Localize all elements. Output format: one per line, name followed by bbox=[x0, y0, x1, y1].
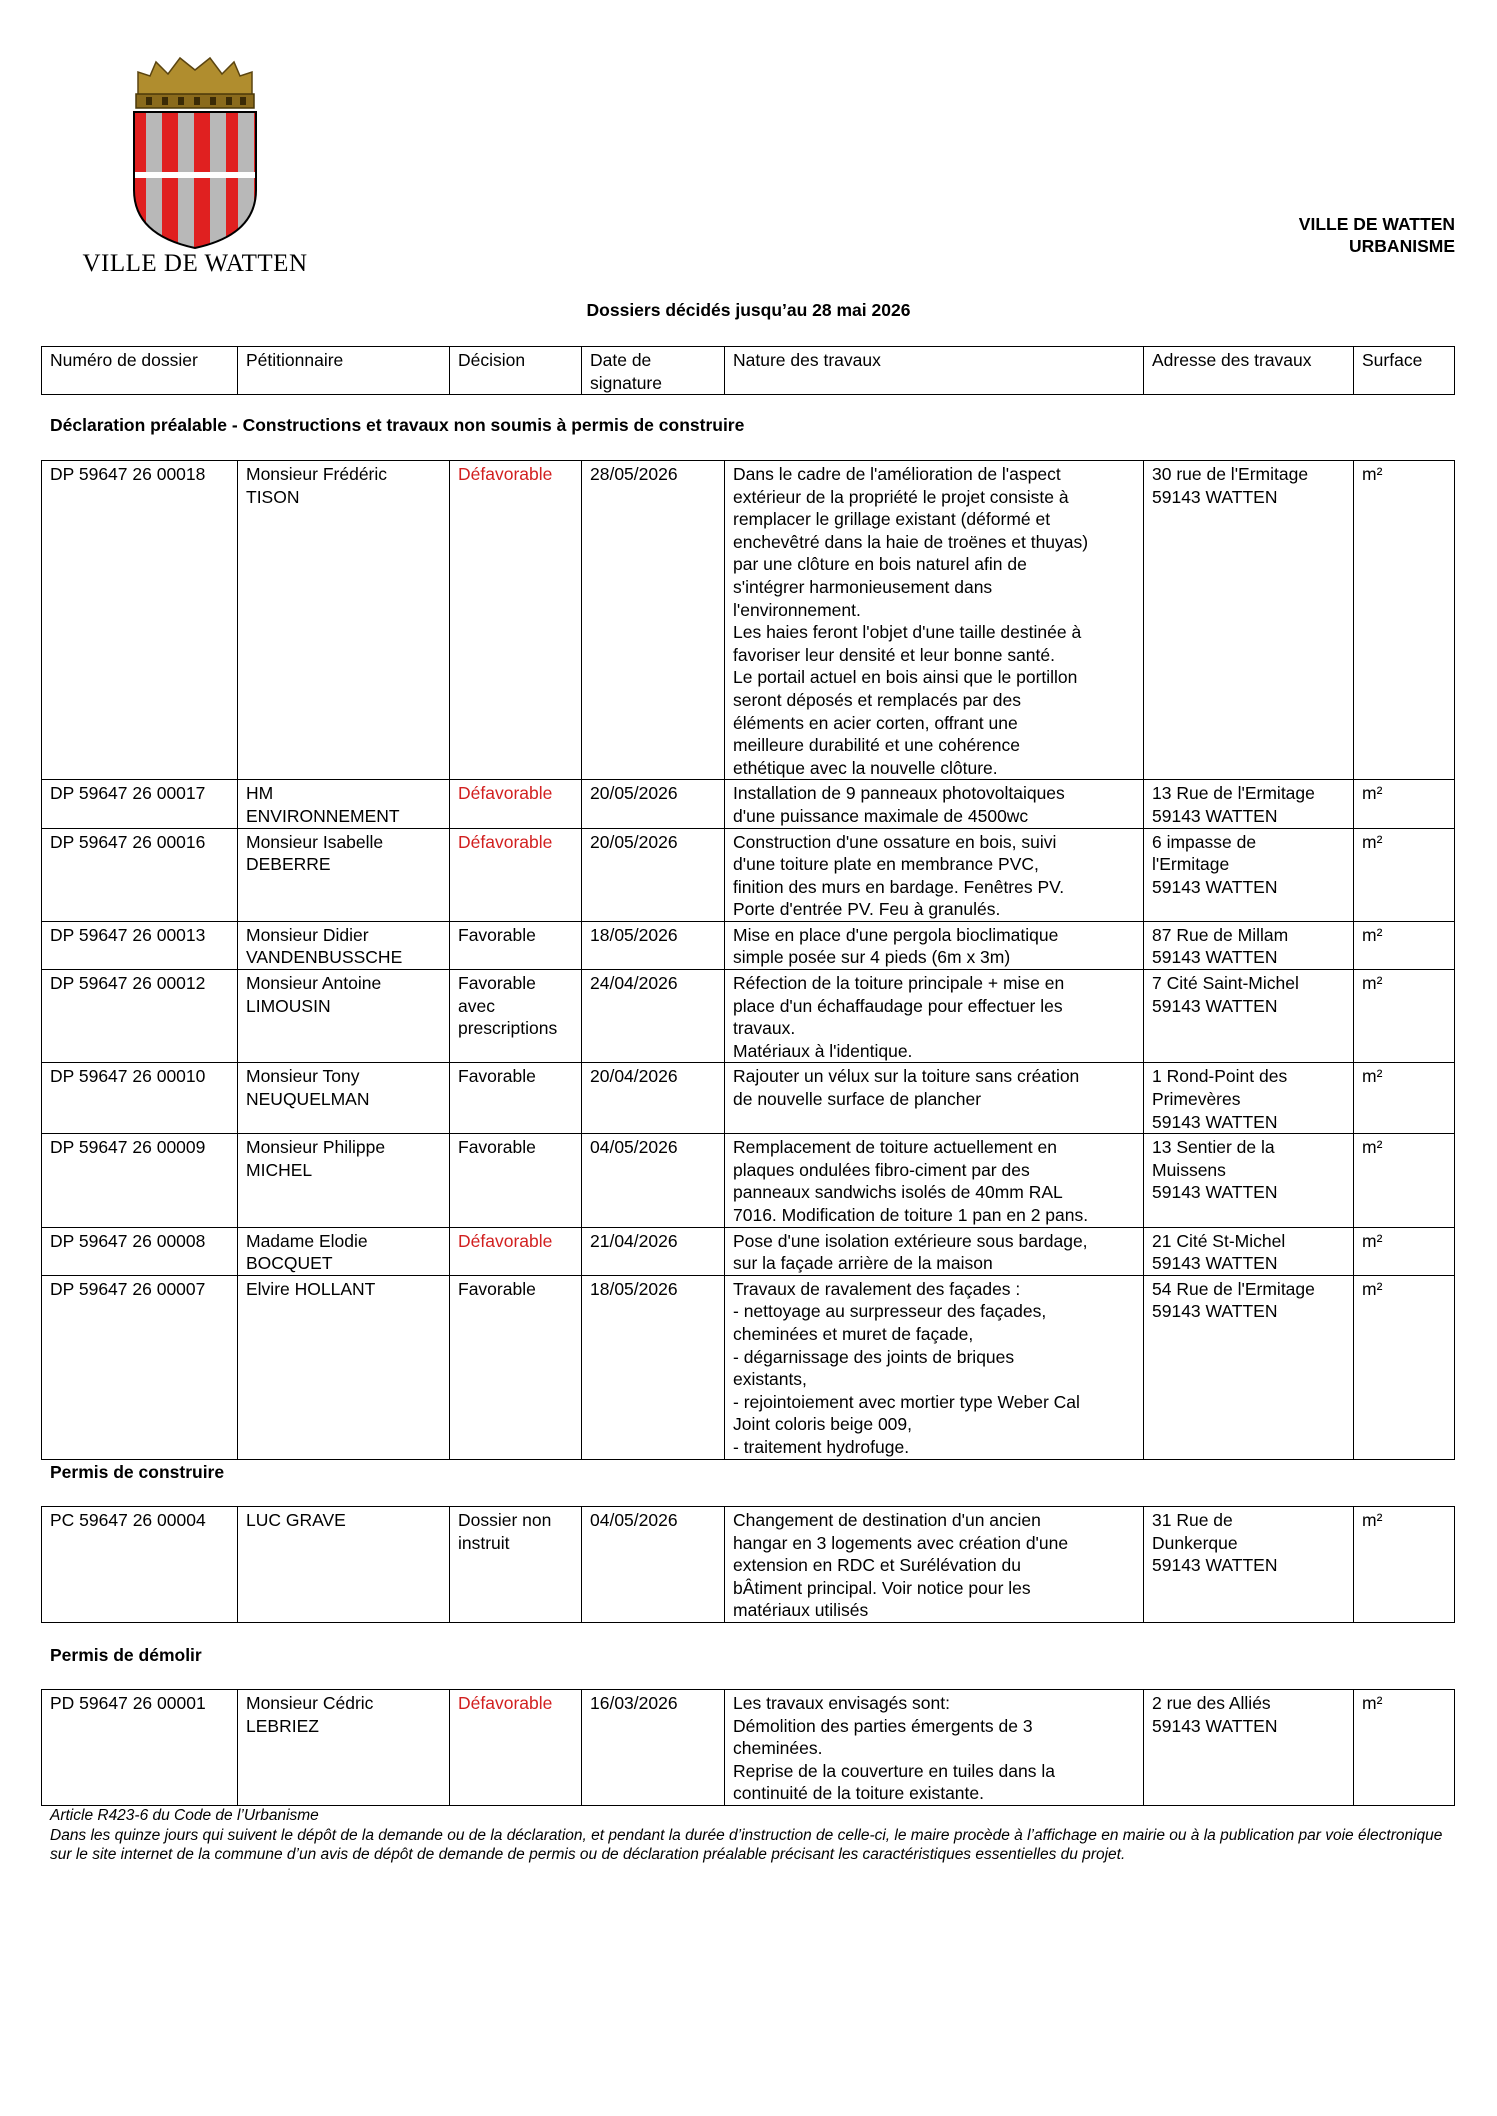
works-address-cell: 2 rue des Alliés 59143 WATTEN bbox=[1144, 1690, 1354, 1806]
surface-cell: m² bbox=[1354, 1275, 1455, 1459]
petitioner-cell: Monsieur Isabelle DEBERRE bbox=[238, 828, 450, 921]
signature-date-cell: 20/04/2026 bbox=[582, 1063, 725, 1134]
dossier-number-cell: PD 59647 26 00001 bbox=[42, 1690, 238, 1806]
decision-cell: Défavorable bbox=[450, 461, 582, 780]
signature-date-cell: 20/05/2026 bbox=[582, 828, 725, 921]
decision-cell: Favorable bbox=[450, 1275, 582, 1459]
petitioner-cell: HM ENVIRONNEMENT bbox=[238, 780, 450, 828]
petitioner-cell: Monsieur Antoine LIMOUSIN bbox=[238, 970, 450, 1063]
dossier-number-cell: DP 59647 26 00016 bbox=[42, 828, 238, 921]
column-header: Numéro de dossier bbox=[42, 347, 238, 395]
petitioner-cell: Monsieur Tony NEUQUELMAN bbox=[238, 1063, 450, 1134]
works-address-cell: 54 Rue de l'Ermitage 59143 WATTEN bbox=[1144, 1275, 1354, 1459]
dossier-number-cell: DP 59647 26 00010 bbox=[42, 1063, 238, 1134]
works-nature-cell: Les travaux envisagés sont: Démolition des parties émergents de 3 cheminées. Reprise de la couverture en tuiles dans la continuité de la toiture existante. bbox=[725, 1690, 1144, 1806]
logo-caption: VILLE DE WATTEN bbox=[82, 250, 308, 277]
dossier-number-cell: DP 59647 26 00018 bbox=[42, 461, 238, 780]
table-row bbox=[42, 1134, 1455, 1227]
table-row bbox=[42, 970, 1455, 1063]
signature-date-cell: 18/05/2026 bbox=[582, 1275, 725, 1459]
petitioner-cell: LUC GRAVE bbox=[238, 1507, 450, 1623]
surface-cell: m² bbox=[1354, 1690, 1455, 1806]
signature-date-cell: 04/05/2026 bbox=[582, 1134, 725, 1227]
dossier-number-cell: DP 59647 26 00012 bbox=[42, 970, 238, 1063]
petitioner-cell: Elvire HOLLANT bbox=[238, 1275, 450, 1459]
decision-cell: Défavorable bbox=[450, 828, 582, 921]
surface-cell: m² bbox=[1354, 828, 1455, 921]
petitioner-cell: Monsieur Didier VANDENBUSSCHE bbox=[238, 921, 450, 969]
decision-cell: Favorable bbox=[450, 921, 582, 969]
surface-cell: m² bbox=[1354, 780, 1455, 828]
table-row bbox=[42, 1063, 1455, 1134]
petitioner-cell: Monsieur Frédéric TISON bbox=[238, 461, 450, 780]
table-row bbox=[42, 1507, 1455, 1623]
works-address-cell: 31 Rue de Dunkerque 59143 WATTEN bbox=[1144, 1507, 1354, 1623]
table-row bbox=[42, 780, 1455, 828]
decision-cell: Favorable bbox=[450, 1063, 582, 1134]
works-nature-cell: Réfection de la toiture principale + mise en place d'un échaffaudage pour effectuer les travaux. Matériaux à l'identique. bbox=[725, 970, 1144, 1063]
table-row bbox=[42, 1690, 1455, 1806]
signature-date-cell: 18/05/2026 bbox=[582, 921, 725, 969]
dossier-number-cell: DP 59647 26 00013 bbox=[42, 921, 238, 969]
works-address-cell: 13 Sentier de la Muissens 59143 WATTEN bbox=[1144, 1134, 1354, 1227]
signature-date-cell: 28/05/2026 bbox=[582, 461, 725, 780]
works-address-cell: 6 impasse de l'Ermitage 59143 WATTEN bbox=[1144, 828, 1354, 921]
header-right bbox=[1299, 213, 1455, 257]
table-row bbox=[42, 828, 1455, 921]
table-row bbox=[42, 1275, 1455, 1459]
works-address-cell: 13 Rue de l'Ermitage 59143 WATTEN bbox=[1144, 780, 1354, 828]
signature-date-cell: 24/04/2026 bbox=[582, 970, 725, 1063]
surface-cell: m² bbox=[1354, 1063, 1455, 1134]
works-address-cell: 87 Rue de Millam 59143 WATTEN bbox=[1144, 921, 1354, 969]
works-nature-cell: Construction d'une ossature en bois, suivi d'une toiture plate en membrance PVC, finition des murs en bardage. Fenêtres PV. Porte d'entrée PV. Feu à granulés. bbox=[725, 828, 1144, 921]
petitioner-cell: Monsieur Cédric LEBRIEZ bbox=[238, 1690, 450, 1806]
works-nature-cell: Installation de 9 panneaux photovoltaiques d'une puissance maximale de 4500wc bbox=[725, 780, 1144, 828]
works-nature-cell: Dans le cadre de l'amélioration de l'aspect extérieur de la propriété le projet consiste à remplacer le grillage existant (déformé et enchevêtré dans la haie de troënes et thuyas) par une clôture en bois naturel afin de s'intégrer harmonieusement dans l'environnement. Les haies feront l'objet d'une taille destinée à favoriser leur densité et leur bonne santé. Le portail actuel en bois ainsi que le portillon seront déposés et remplacés par des éléments en acier corten, offrant une meilleure durabilité et une cohérence ethétique avec la nouvelle clôture. bbox=[725, 461, 1144, 780]
section-title: Permis de construire bbox=[50, 1462, 225, 1482]
works-address-cell: 1 Rond-Point des Primevères 59143 WATTEN bbox=[1144, 1063, 1354, 1134]
decision-cell: Défavorable bbox=[450, 1227, 582, 1275]
dossier-number-cell: DP 59647 26 00009 bbox=[42, 1134, 238, 1227]
table-row bbox=[42, 921, 1455, 969]
decision-cell: Favorable bbox=[450, 1134, 582, 1227]
decision-cell: Défavorable bbox=[450, 780, 582, 828]
column-header: Surface bbox=[1354, 347, 1455, 395]
signature-date-cell: 04/05/2026 bbox=[582, 1507, 725, 1623]
section-table bbox=[41, 460, 1455, 1460]
petitioner-cell: Monsieur Philippe MICHEL bbox=[238, 1134, 450, 1227]
column-header-row bbox=[42, 347, 1455, 395]
column-header: Décision bbox=[450, 347, 582, 395]
surface-cell: m² bbox=[1354, 921, 1455, 969]
note-title: Article R423-6 du Code de l’Urbanisme bbox=[50, 1807, 319, 1824]
dossier-number-cell: DP 59647 26 00008 bbox=[42, 1227, 238, 1275]
works-nature-cell: Travaux de ravalement des façades : - nettoyage au surpresseur des façades, cheminées et muret de façade, - dégarnissage des joints de briques existants, - rejointoiement avec mortier type Weber Cal Joint coloris beige 009, - traitement hydrofuge. bbox=[725, 1275, 1144, 1459]
surface-cell: m² bbox=[1354, 1227, 1455, 1275]
surface-cell: m² bbox=[1354, 1507, 1455, 1623]
column-header: Adresse des travaux bbox=[1144, 347, 1354, 395]
column-header: Nature des travaux bbox=[725, 347, 1144, 395]
signature-date-cell: 21/04/2026 bbox=[582, 1227, 725, 1275]
section-table bbox=[41, 1506, 1455, 1623]
works-address-cell: 7 Cité Saint-Michel 59143 WATTEN bbox=[1144, 970, 1354, 1063]
dossier-number-cell: DP 59647 26 00017 bbox=[42, 780, 238, 828]
table-row bbox=[42, 461, 1455, 780]
surface-cell: m² bbox=[1354, 1134, 1455, 1227]
city-name: VILLE DE WATTEN bbox=[1298, 214, 1455, 234]
works-nature-cell: Rajouter un vélux sur la toiture sans création de nouvelle surface de plancher bbox=[725, 1063, 1144, 1134]
note-text: Dans les quinze jours qui suivent le dépôt de la demande ou de la déclaration, et pendant la durée d’instruction de celle-ci, le maire procède à l’affichage en mairie ou à la publication par voie électronique sur le site internet de la commune d’un avis de dépôt de demande de permis ou de déclaration préalable précisant les caractéristiques essentielles du projet. bbox=[50, 1826, 1443, 1863]
city-crest-logo bbox=[120, 50, 270, 250]
decision-cell: Dossier non instruit bbox=[450, 1507, 582, 1623]
surface-cell: m² bbox=[1354, 461, 1455, 780]
works-address-cell: 21 Cité St-Michel 59143 WATTEN bbox=[1144, 1227, 1354, 1275]
department-name: URBANISME bbox=[1349, 236, 1455, 256]
section-title: Permis de démolir bbox=[50, 1645, 202, 1665]
decision-cell: Défavorable bbox=[450, 1690, 582, 1806]
document-title: Dossiers décidés jusqu’au 28 mai 2026 bbox=[586, 300, 911, 320]
section-title: Déclaration préalable - Constructions et travaux non soumis à permis de construire bbox=[50, 415, 745, 435]
works-nature-cell: Changement de destination d'un ancien hangar en 3 logements avec création d'une extension en RDC et Surélévation du bÂtiment principal. Voir notice pour les matériaux utilisés bbox=[725, 1507, 1144, 1623]
column-header-table bbox=[41, 346, 1455, 395]
table-row bbox=[42, 1227, 1455, 1275]
legal-note bbox=[50, 1806, 1450, 1865]
column-header: Pétitionnaire bbox=[238, 347, 450, 395]
signature-date-cell: 20/05/2026 bbox=[582, 780, 725, 828]
works-nature-cell: Remplacement de toiture actuellement en plaques ondulées fibro-ciment par des panneaux sandwichs isolés de 40mm RAL 7016. Modification de toiture 1 pan en 2 pans. bbox=[725, 1134, 1144, 1227]
works-nature-cell: Mise en place d'une pergola bioclimatique simple posée sur 4 pieds (6m x 3m) bbox=[725, 921, 1144, 969]
dossier-number-cell: DP 59647 26 00007 bbox=[42, 1275, 238, 1459]
works-address-cell: 30 rue de l'Ermitage 59143 WATTEN bbox=[1144, 461, 1354, 780]
section-table bbox=[41, 1689, 1455, 1806]
works-nature-cell: Pose d'une isolation extérieure sous bardage, sur la façade arrière de la maison bbox=[725, 1227, 1144, 1275]
decision-cell: Favorable avec prescriptions bbox=[450, 970, 582, 1063]
petitioner-cell: Madame Elodie BOCQUET bbox=[238, 1227, 450, 1275]
signature-date-cell: 16/03/2026 bbox=[582, 1690, 725, 1806]
column-header: Date de signature bbox=[582, 347, 725, 395]
dossier-number-cell: PC 59647 26 00004 bbox=[42, 1507, 238, 1623]
surface-cell: m² bbox=[1354, 970, 1455, 1063]
